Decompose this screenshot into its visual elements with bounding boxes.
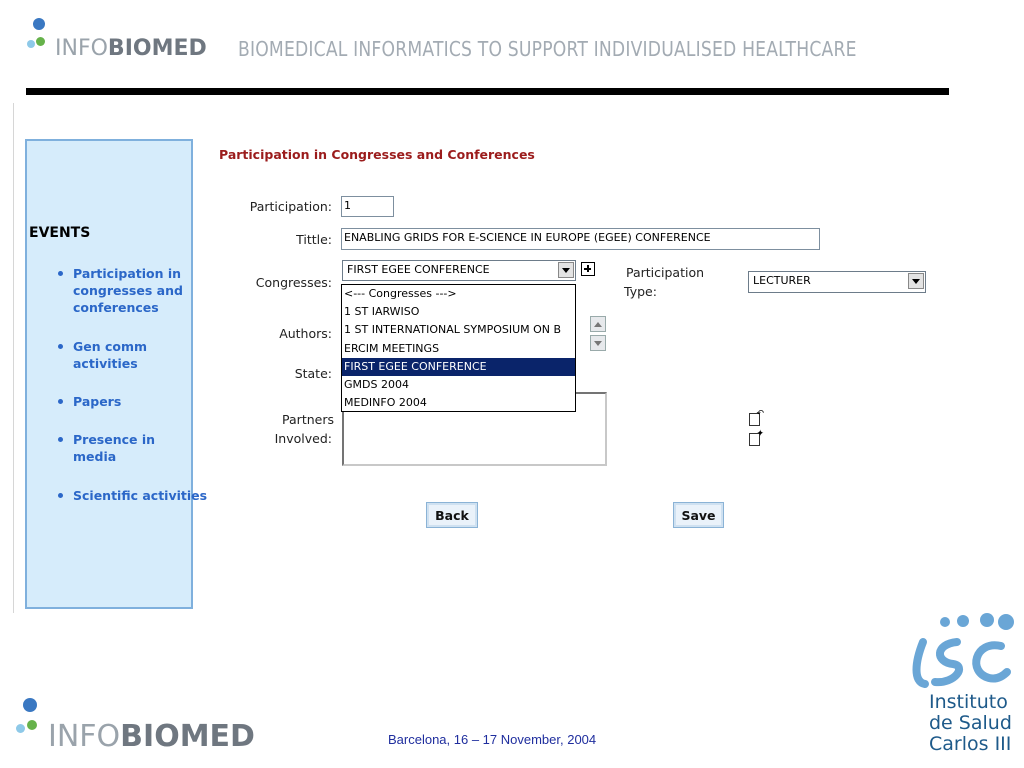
edit-document-icon[interactable]: ↶ (749, 413, 760, 426)
footer-date: Barcelona, 16 – 17 November, 2004 (388, 732, 597, 747)
title-label: Tittle: (296, 232, 332, 247)
partners-label-1: Partners (282, 412, 334, 427)
institute-line1: Instituto (929, 691, 1008, 713)
sidebar-panel (25, 139, 193, 609)
logo-part1: INFO (55, 36, 108, 61)
partners-label-2: Involved: (274, 431, 332, 446)
dropdown-option[interactable]: 1 ST INTERNATIONAL SYMPOSIUM ON B (344, 323, 562, 337)
authors-label: Authors: (279, 326, 332, 341)
left-divider (13, 103, 14, 613)
dropdown-option[interactable]: <--- Congresses ---> (344, 287, 457, 300)
institute-name (929, 692, 1012, 755)
bullet-icon (58, 437, 63, 442)
logo-dots-icon (27, 18, 55, 54)
sidebar-title: EVENTS (29, 225, 91, 241)
dropdown-option[interactable]: GMDS 2004 (344, 377, 409, 391)
form-title: Participation in Congresses and Conferences (219, 147, 535, 162)
congresses-selected: FIRST EGEE CONFERENCE (347, 263, 490, 276)
congresses-dropdown-list[interactable] (341, 284, 576, 412)
bullet-icon (58, 344, 63, 349)
chevron-down-icon[interactable] (908, 273, 924, 289)
dropdown-option[interactable]: ERCIM MEETINGS (344, 341, 440, 355)
sidebar-item-label[interactable]: Presence in media (73, 432, 156, 464)
dropdown-option[interactable]: 1 ST IARWISO (344, 305, 420, 319)
sidebar-item-label[interactable]: Papers (73, 394, 122, 409)
participation-input[interactable]: 1 (341, 196, 394, 217)
participation-type-label-1: Participation (626, 265, 705, 280)
participation-type-select[interactable] (748, 271, 926, 293)
header-tagline: BIOMEDICAL INFORMATICS TO SUPPORT INDIVIDUALISED HEALTHCARE (238, 37, 857, 61)
add-congress-icon[interactable] (581, 262, 595, 276)
congresses-select[interactable] (342, 260, 576, 281)
logo-part2: BIOMED (107, 36, 207, 61)
title-input[interactable]: ENABLING GRIDS FOR E-SCIENCE IN EUROPE (EGEE) CONFERENCE (341, 228, 820, 250)
dropdown-option[interactable]: MEDINFO 2004 (344, 396, 427, 410)
bullet-icon (58, 399, 63, 404)
bullet-icon (58, 493, 63, 498)
back-button[interactable]: Back (426, 502, 478, 528)
logo-dots-icon (16, 698, 48, 740)
sidebar-item-label[interactable]: Scientific activities (73, 488, 208, 503)
logo-part2: BIOMED (120, 719, 255, 754)
save-button[interactable]: Save (673, 502, 724, 528)
sidebar-item-label[interactable]: Participation in congresses and conferences (73, 266, 183, 315)
participation-type-selected: LECTURER (753, 274, 811, 287)
dropdown-option-selected[interactable]: FIRST EGEE CONFERENCE (342, 358, 575, 376)
congresses-label: Congresses: (255, 275, 332, 290)
institute-line2: de Salud (929, 712, 1012, 734)
authors-scroll-up-icon[interactable] (590, 316, 606, 332)
authors-scroll-down-icon[interactable] (590, 335, 606, 351)
header-rule (26, 88, 949, 95)
chevron-down-icon[interactable] (558, 262, 574, 278)
new-document-icon[interactable]: ✦ (749, 433, 760, 446)
participation-type-label-2: Type: (624, 284, 657, 299)
state-label: State: (294, 366, 332, 381)
institute-line3: Carlos III (929, 733, 1012, 755)
bullet-icon (58, 271, 63, 276)
sidebar-item-label[interactable]: Gen comm activities (73, 339, 148, 371)
isc-logo-icon (905, 612, 1020, 690)
participation-label: Participation: (249, 199, 332, 214)
logo-part1: INFO (48, 719, 121, 754)
